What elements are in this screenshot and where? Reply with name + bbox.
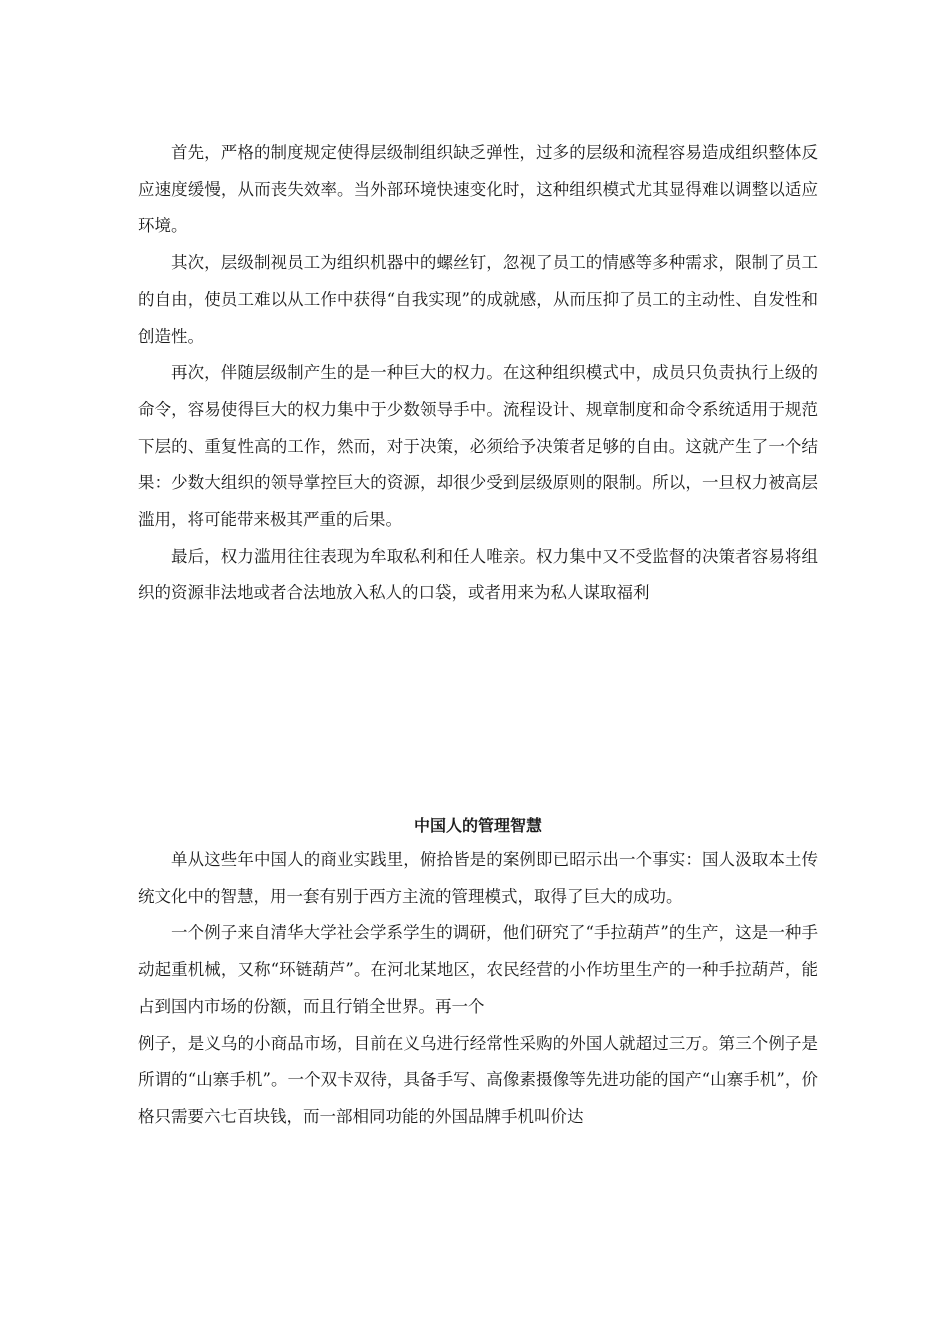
paragraph-first: 首先，严格的制度规定使得层级制组织缺乏弹性，过多的层级和流程容易造成组织整体反应速度缓慢，从而丧失效率。当外部环境快速变化时，这种组织模式尤其显得难以调整以适应环境。 <box>138 143 818 236</box>
paragraph-example-one: 一个例子来自清华大学社会学系学生的调研，他们研究了“手拉葫芦”的生产，这是一种手动起重机械，又称“环链葫芦”。在河北某地区，农民经营的小作坊里生产的一种手拉葫芦，能占到国内市场的份额，而且行销全世界。再一个 <box>138 923 818 1016</box>
section-hierarchy-drawbacks <box>138 135 818 612</box>
section-chinese-management-wisdom <box>138 812 818 1136</box>
section-heading: 中国人的管理智慧 <box>413 816 542 835</box>
paragraph-intro: 单从这些年中国人的商业实践里，俯拾皆是的案例即已昭示出一个事实：国人汲取本土传统文化中的智慧，用一套有别于西方主流的管理模式，取得了巨大的成功。 <box>138 850 818 906</box>
paragraph-third: 再次，伴随层级制产生的是一种巨大的权力。在这种组织模式中，成员只负责执行上级的命令，容易使得巨大的权力集中于少数领导手中。流程设计、规章制度和命令系统适用于规范下层的、重复性高的工作，然而，对于决策，必须给予决策者足够的自由。这就产生了一个结果：少数大组织的领导掌控巨大的资源，却很少受到层级原则的限制。所以，一旦权力被高层滥用，将可能带来极其严重的后果。 <box>138 363 818 530</box>
paragraph-example-continued: 例子，是义乌的小商品市场，目前在义乌进行经常性采购的外国人就超过三万。第三个例子是所谓的“山寨手机”。一个双卡双待，具备手写、高像素摄像等先进功能的国产“山寨手机”，价格只需要六七百块钱，而一部相同功能的外国品牌手机叫价达 <box>138 1033 818 1126</box>
paragraph-second: 其次，层级制视员工为组织机器中的螺丝钉，忽视了员工的情感等多种需求，限制了员工的自由，使员工难以从工作中获得“自我实现”的成就感，从而压抑了员工的主动性、自发性和创造性。 <box>138 253 818 346</box>
paragraph-last: 最后，权力滥用往往表现为牟取私利和任人唯亲。权力集中又不受监督的决策者容易将组织的资源非法地或者合法地放入私人的口袋，或者用来为私人谋取福利 <box>138 546 818 603</box>
